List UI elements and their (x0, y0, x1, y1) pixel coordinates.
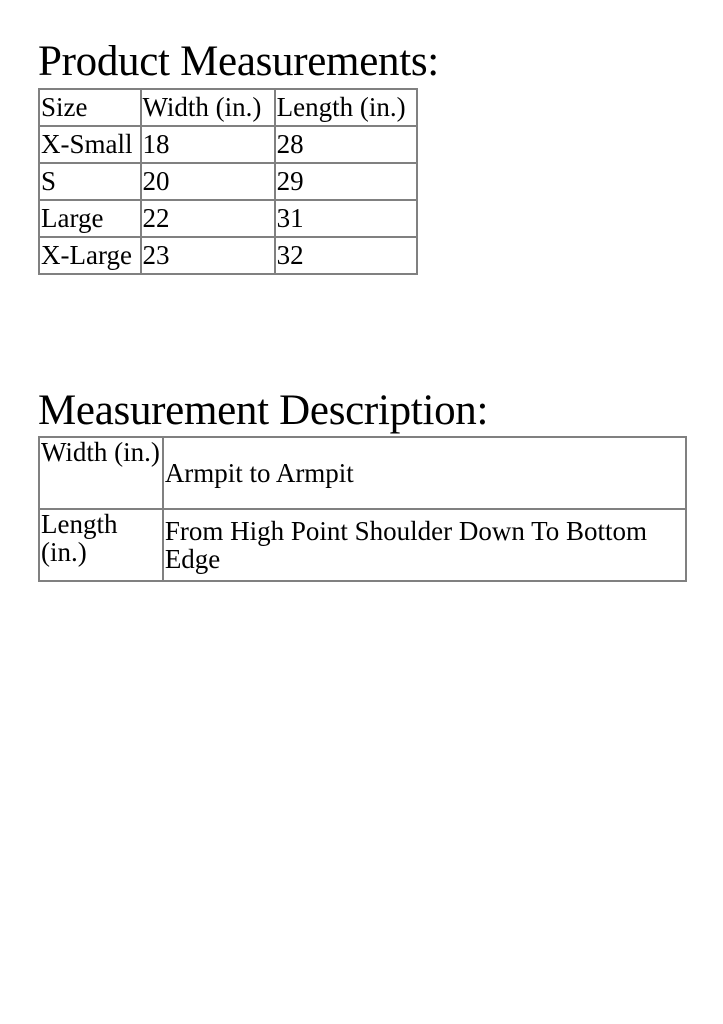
header-size: Size (39, 89, 141, 126)
size-cell: X-Small (39, 126, 141, 163)
size-cell: S (39, 163, 141, 200)
product-measurements-table (38, 88, 418, 275)
width-cell: 20 (141, 163, 275, 200)
measurement-description-heading: Measurement Description: (38, 387, 489, 434)
table-row (39, 200, 417, 237)
table-header-row (39, 89, 417, 126)
description-label-cell: Length (in.) (39, 509, 163, 581)
measurement-description-table (38, 436, 687, 582)
length-cell: 29 (275, 163, 417, 200)
size-cell: Large (39, 200, 141, 237)
length-cell: 31 (275, 200, 417, 237)
table-row (39, 237, 417, 274)
table-row (39, 437, 686, 509)
length-cell: 28 (275, 126, 417, 163)
product-measurements-heading: Product Measurements: (38, 38, 439, 85)
header-length: Length (in.) (275, 89, 417, 126)
width-cell: 22 (141, 200, 275, 237)
table-row (39, 509, 686, 581)
width-cell: 23 (141, 237, 275, 274)
table-row (39, 126, 417, 163)
header-width: Width (in.) (141, 89, 275, 126)
table-row (39, 163, 417, 200)
description-label-cell: Width (in.) (39, 437, 163, 509)
width-cell: 18 (141, 126, 275, 163)
length-cell: 32 (275, 237, 417, 274)
description-value-cell: From High Point Shoulder Down To Bottom Edge (163, 509, 686, 581)
size-cell: X-Large (39, 237, 141, 274)
description-value-cell: Armpit to Armpit (163, 437, 686, 509)
